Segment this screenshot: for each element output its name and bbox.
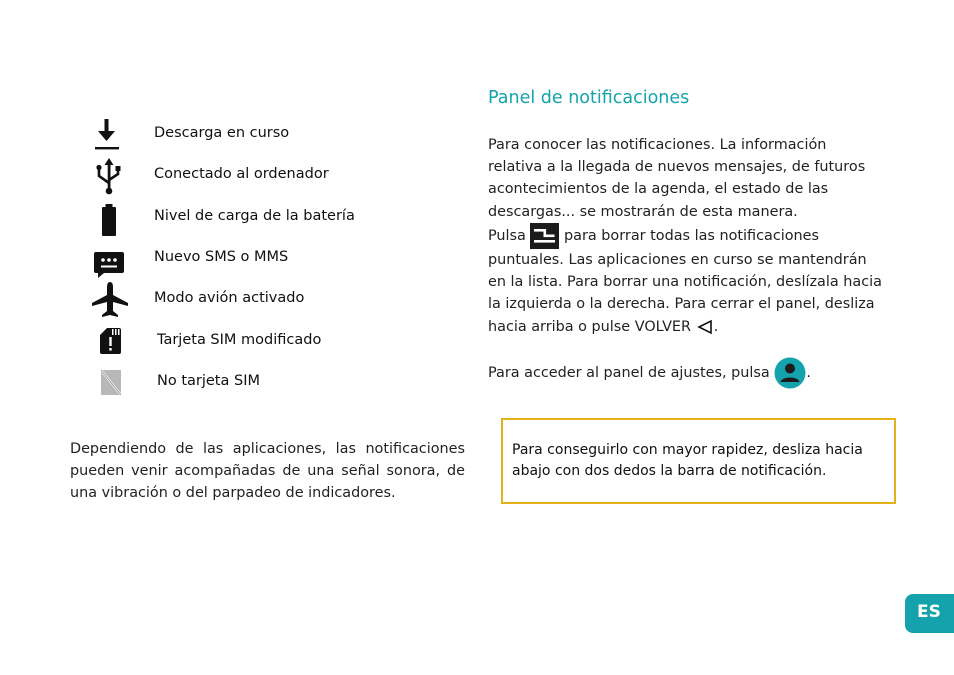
language-tab bbox=[905, 594, 954, 633]
status-row-download bbox=[90, 116, 420, 154]
user-settings-icon bbox=[774, 357, 806, 389]
usb-icon bbox=[90, 157, 130, 195]
status-label: Conectado al ordenador bbox=[154, 166, 329, 182]
airplane-icon bbox=[90, 281, 130, 319]
status-row-sms bbox=[90, 240, 420, 278]
sms-icon bbox=[90, 240, 130, 278]
sim-card-icon bbox=[90, 323, 130, 361]
press-end: . bbox=[713, 318, 719, 335]
settings-end: . bbox=[806, 365, 811, 381]
status-row-airplane bbox=[90, 281, 420, 319]
settings-prefix: Para acceder al panel de ajustes, pulsa bbox=[488, 365, 770, 381]
no-sim-icon bbox=[90, 364, 130, 402]
battery-icon bbox=[90, 199, 130, 237]
section-heading: Panel de notificaciones bbox=[488, 88, 690, 108]
clear-all-icon bbox=[530, 223, 559, 249]
download-icon bbox=[90, 116, 130, 154]
status-row-sim bbox=[90, 323, 420, 361]
status-label: Tarjeta SIM modificado bbox=[157, 332, 322, 348]
intro-paragraph: Para conocer las notificaciones. La información relativa a la llegada de nuevos mensajes, de futuros acontecimientos de la agenda, el estado de las descargas... se mostrarán de esta manera. bbox=[488, 137, 866, 220]
status-row-battery bbox=[90, 199, 420, 237]
status-row-no-sim bbox=[90, 364, 420, 402]
notification-sound-paragraph: Dependiendo de las aplicaciones, las notificaciones pueden venir acompañadas de una señal sonora, de una vibración o del parpadeo de indicadores. bbox=[70, 441, 465, 502]
language-label: ES bbox=[917, 602, 941, 622]
status-label: No tarjeta SIM bbox=[157, 373, 260, 389]
back-triangle-icon bbox=[696, 319, 714, 335]
status-label: Descarga en curso bbox=[154, 125, 290, 141]
status-label: Modo avión activado bbox=[154, 290, 305, 306]
status-label: Nivel de carga de la batería bbox=[154, 208, 355, 224]
status-row-usb bbox=[90, 157, 420, 195]
press-prefix: Pulsa bbox=[488, 228, 526, 244]
status-label: Nuevo SMS o MMS bbox=[154, 249, 289, 265]
settings-paragraph bbox=[488, 357, 884, 389]
clear-notifications-paragraph bbox=[488, 223, 884, 338]
tip-box bbox=[501, 418, 896, 504]
tip-text: Para conseguirlo con mayor rapidez, desliza hacia abajo con dos dedos la barra de notificación. bbox=[512, 442, 863, 479]
press-rest: para borrar todas las notificaciones puntuales. Las aplicaciones en curso se mantendrán en la lista. Para borrar una notificación, deslízala hacia la izquierda o la derecha. Para cerrar el panel, desliza hacia arriba o pulse VOLVER bbox=[488, 228, 882, 335]
